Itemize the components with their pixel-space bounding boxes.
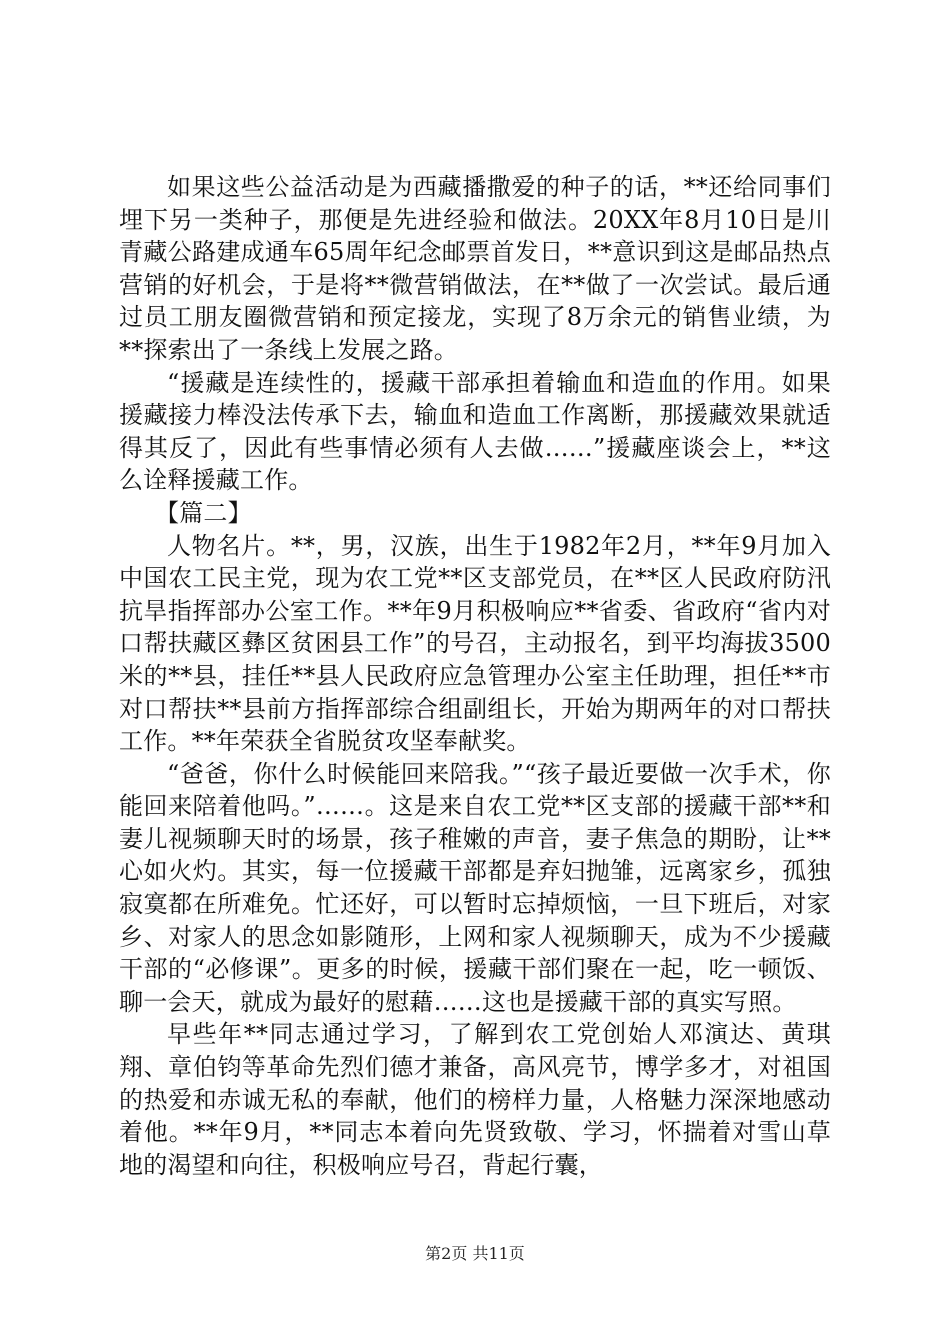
- section-heading: 【篇二】: [155, 498, 252, 527]
- paragraph-5: 早些年**同志通过学习，了解到农工党创始人邓演达、黄琪翔、章伯钧等革命先烈们德才兼备，高风亮节，博学多才，对祖国的热爱和赤诚无私的奉献，他们的榜样力量，人格魅力深深地感动着他。**年9月，**同志本着向先贤致敬、学习，怀揣着对雪山草地的渴望和向往，积极响应号召，背起行囊，: [119, 1020, 831, 1179]
- paragraph-3: 人物名片。**，男，汉族，出生于1982年2月，**年9月加入中国农工民主党，现为农工党**区支部党员，在**区人民政府防汛抗旱指挥部办公室工作。**年9月积极响应**省委、省政府“省内对口帮扶藏区彝区贫困县工作”的号召，主动报名，到平均海拔3500米的**县，挂任**县人民政府应急管理办公室主任助理，担任**市对口帮扶**县前方指挥部综合组副组长，开始为期两年的对口帮扶工作。**年荣获全省脱贫攻坚奉献奖。: [119, 531, 831, 756]
- page-number: 第2页 共11页: [425, 1244, 525, 1263]
- page-footer: [0, 1244, 950, 1264]
- paragraph-4: “爸爸，你什么时候能回来陪我。”“孩子最近要做一次手术，你能回来陪着他吗。”……。这是来自农工党**区支部的援藏干部**和妻儿视频聊天时的场景，孩子稚嫩的声音，妻子焦急的期盼，让**心如火灼。其实，每一位援藏干部都是弃妇抛雏，远离家乡，孤独寂寞都在所难免。忙还好，可以暂时忘掉烦恼，一旦下班后，对家乡、对家人的思念如影随形，上网和家人视频聊天，成为不少援藏干部的“必修课”。更多的时候，援藏干部们聚在一起，吃一顿饭、聊一会天，就成为最好的慰藉……这也是援藏干部的真实写照。: [119, 759, 831, 1016]
- document-body: [119, 171, 831, 1181]
- paragraph-2: “援藏是连续性的，援藏干部承担着输血和造血的作用。如果援藏接力棒没法传承下去，输血和造血工作离断，那援藏效果就适得其反了，因此有些事情必须有人去做……”援藏座谈会上，**这么诠释援藏工作。: [119, 368, 831, 495]
- paragraph-1: 如果这些公益活动是为西藏播撒爱的种子的话，**还给同事们埋下另一类种子，那便是先进经验和做法。20XX年8月10日是川青藏公路建成通车65周年纪念邮票首发日，**意识到这是邮品热点营销的好机会，于是将**微营销做法，在**做了一次尝试。最后通过员工朋友圈微营销和预定接龙，实现了8万余元的销售业绩，为**探索出了一条线上发展之路。: [119, 173, 831, 364]
